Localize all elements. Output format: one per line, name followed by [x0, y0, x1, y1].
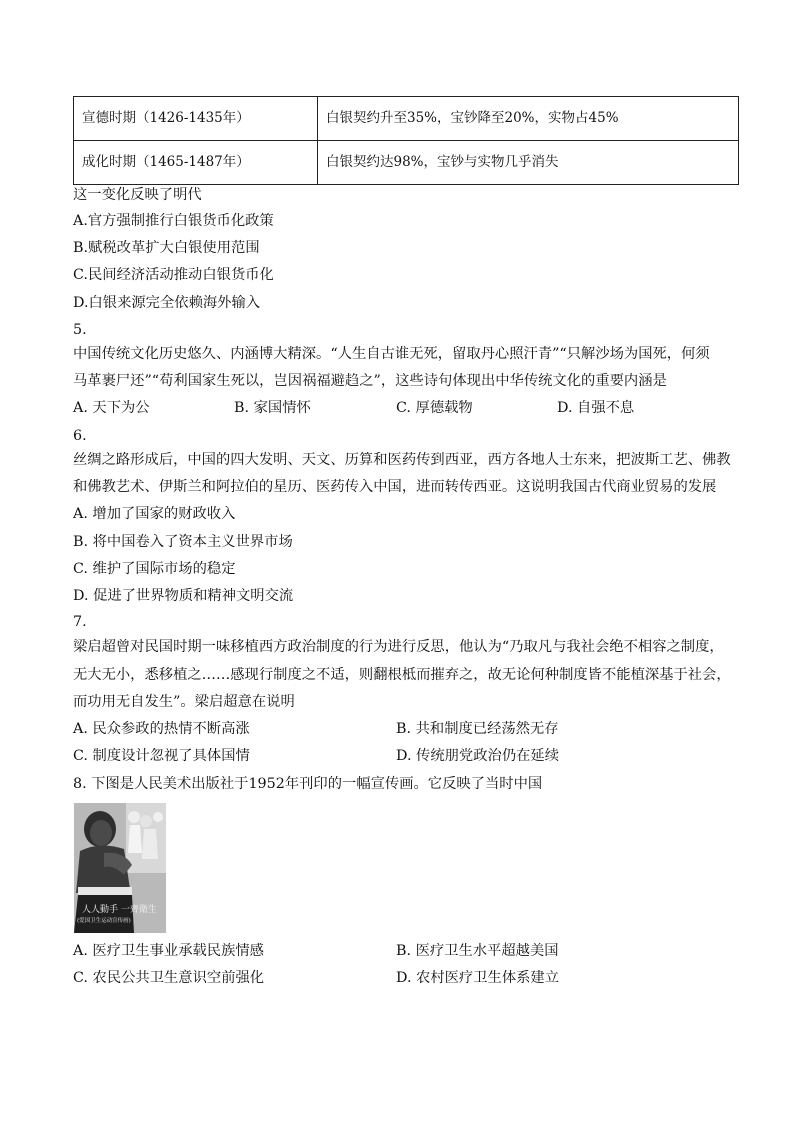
q5-stem-line-2: 马革裹尸还”“苟利国家生死以，岂因祸福避趋之”，这些诗句体现出中华传统文化的重要内涵是	[73, 373, 667, 389]
q7-stem-line-1: 梁启超曾对民国时期一味移植西方政治制度的行为进行反思，他认为“乃取凡与我社会绝不相容之制度，	[73, 639, 724, 655]
q5-number: 5.	[73, 322, 87, 338]
table-cell-desc: 白银契约达98%，宝钞与实物几乎消失	[318, 141, 739, 185]
table-cell-period: 成化时期（1465-1487年）	[74, 141, 318, 185]
q5-option-a[interactable]: A. 天下为公	[73, 400, 150, 416]
q4-option-c[interactable]: C.民间经济活动推动白银货币化	[73, 267, 274, 283]
q4-option-a[interactable]: A.官方强制推行白银货币化政策	[73, 213, 274, 229]
q8-option-d[interactable]: D. 农村医疗卫生体系建立	[396, 970, 560, 986]
q8-option-b[interactable]: B. 医疗卫生水平超越美国	[396, 943, 559, 959]
q6-option-a[interactable]: A. 增加了国家的财政收入	[73, 506, 236, 522]
q6-stem-line-1: 丝绸之路形成后，中国的四大发明、天文、历算和医药传到西亚，西方各地人士东来，把波斯工艺、佛教	[73, 452, 731, 468]
q4-option-b[interactable]: B.赋税改革扩大白银使用范围	[73, 240, 260, 256]
q6-number: 6.	[73, 428, 87, 444]
q6-stem-line-2: 和佛教艺术、伊斯兰和阿拉伯的星历、医药传入中国，进而转传西亚。这说明我国古代商业贸易的发展	[73, 479, 717, 495]
q8-stem: 8. 下图是人民美术出版社于1952年刊印的一幅宣传画。它反映了当时中国	[73, 776, 543, 792]
propaganda-poster-image	[74, 803, 166, 933]
q7-option-c[interactable]: C. 制度设计忽视了具体国情	[73, 748, 250, 764]
table-cell-period: 宣德时期（1426-1435年）	[74, 97, 318, 141]
q4-option-d[interactable]: D.白银来源完全依赖海外输入	[73, 295, 261, 311]
q7-option-b[interactable]: B. 共和制度已经荡然无存	[396, 721, 559, 737]
q6-option-d[interactable]: D. 促进了世界物质和精神文明交流	[73, 588, 294, 604]
q5-option-c[interactable]: C. 厚德载物	[396, 400, 473, 416]
q8-option-c[interactable]: C. 农民公共卫生意识空前强化	[73, 970, 265, 986]
table-row	[74, 141, 739, 185]
q7-stem-line-3: 而功用无自发生”。梁启超意在说明	[73, 694, 295, 710]
q7-number: 7.	[73, 614, 87, 630]
q7-option-d[interactable]: D. 传统朋党政治仍在延续	[396, 748, 560, 764]
q8-option-a[interactable]: A. 医疗卫生事业承载民族情感	[73, 943, 264, 959]
q5-option-d[interactable]: D. 自强不息	[557, 400, 635, 416]
poster-subtitle: (爱国卫生运动宣传画)	[77, 918, 131, 924]
q6-option-c[interactable]: C. 维护了国际市场的稳定	[73, 561, 236, 577]
table-row	[74, 97, 739, 141]
q6-option-b[interactable]: B. 将中国卷入了资本主义世界市场	[73, 534, 293, 550]
q4-stem: 这一变化反映了明代	[73, 187, 202, 203]
q5-option-b[interactable]: B. 家国情怀	[234, 400, 311, 416]
q7-option-a[interactable]: A. 民众参政的热情不断高涨	[73, 721, 250, 737]
table-cell-desc: 白银契约升至35%，宝钞降至20%，实物占45%	[318, 97, 739, 141]
q7-stem-line-2: 无大无小，悉移植之……感现行制度之不适，则翻根柢而摧弃之，故无论何种制度皆不能植深基于社会，	[73, 667, 731, 683]
silver-contract-table	[73, 96, 739, 185]
poster-title: 人人動手 一齊衛生	[82, 905, 157, 915]
q5-stem-line-1: 中国传统文化历史悠久、内涵博大精深。“人生自古谁无死，留取丹心照汗青”“只解沙场为国死，何须	[73, 346, 710, 362]
